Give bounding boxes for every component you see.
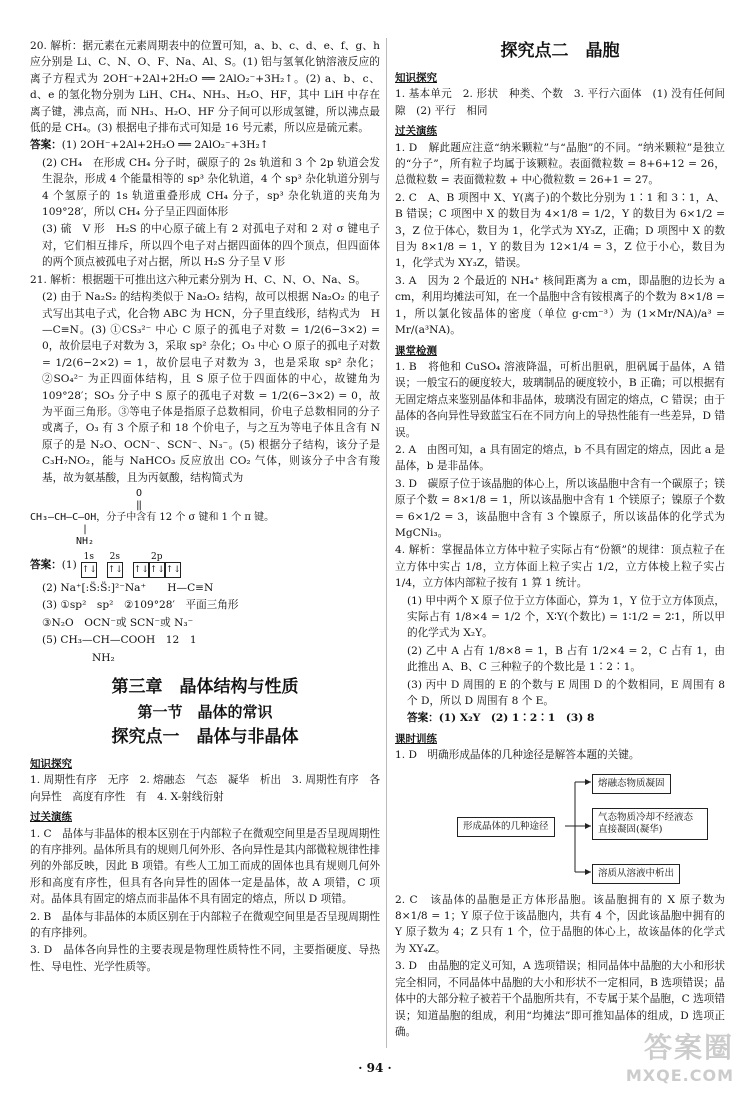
q21-answer-3: (3) ①sp² sp² ②109°28′ 平面三角形 — [42, 599, 239, 612]
knowledge-text: 1. 基本单元 2. 形状 种类、个数 3. 平行六面体 (1) 没有任何间隙 (2) 平行 相同 — [395, 88, 725, 117]
q20-answer-2: (2) CH₄ 在形成 CH₄ 分子时，碳原子的 2s 轨道和 3 个 2p 轨道会发生混杂，形成 4 个能量相等的 sp³ 杂化轨道，4 个 sp³ 杂化轨道分别与 4 个氢原子的 1s 轨道重叠形成 CH₄ 分子，sp³ 杂化轨道的夹角为 109°28′，所以 CH₄ 分子呈正四面体形 — [42, 156, 380, 219]
classroom-4b: (2) 乙中 A 占有 1/8×8 = 1，B 占有 1/2×4 = 2，C 占有 1，由此推出 A、B、C 三种粒子的个数比是 1∶2∶1。 — [407, 644, 725, 674]
alanine-structure — [30, 488, 380, 548]
q21-analysis: 21. 解析：根据题干可推出这六种元素分别为 H、C、N、O、Na、S。 — [30, 273, 366, 286]
left-column — [30, 38, 380, 976]
page-number: · 94 · — [358, 1061, 392, 1075]
orbital-2p — [133, 552, 181, 578]
classroom-2: 2. A 由图可知，a 具有固定的熔点，b 不具有固定的熔点，因此 a 是晶体，b 是非晶体。 — [395, 443, 725, 473]
struct-o: O — [136, 487, 143, 499]
classroom-4c: (3) 丙中 D 周围的 E 的个数与 E 周围 D 的个数相同，E 周围有 8 个 D，所以 D 周围有 8 个 E。 — [407, 678, 725, 708]
practice-3: 3. A 因为 2 个最近的 NH₄⁺ 核间距离为 a cm，即晶胞的边长为 a cm，利用均摊法可知，在一个晶胞中含有铵根离子的个数为 8×1/8 = 1，所以氯化铵晶体的密度（单位 g·cm⁻³）为 (1×Mr/NA)/a³ = Mr/(a³NA)。 — [395, 274, 725, 337]
q20-answer-1-text: (1) 2OH⁻+2Al+2H₂O ══ 2AlO₂⁻+3H₂↑ — [61, 139, 269, 152]
homework-3: 3. D 由晶胞的定义可知，A 选项错误；相同晶体中晶胞的大小和形状完全相同，不同晶体中晶胞的大小和形状不一定相同，B 选项错误；晶体中的大部分粒子被若干个晶胞所共有，不专属于某个晶胞，C 选项错误；知道晶胞的组成，利用“均摊法”即可推知晶体的组成，D 选项正确。 — [395, 960, 725, 1038]
answer-label: 答案： — [30, 139, 62, 152]
watermark-line2: MXQE.COM — [625, 1066, 734, 1085]
knowledge-header: 知识探究 — [395, 72, 437, 84]
q21-analysis-detail: (2) 由于 Na₂S₂ 的结构类似于 Na₂O₂ 结构，故可以根据 Na₂O₂ 的电子式写出其电子式，化合物 ABC 为 HCN，分子里直线形，结构式为 H—C≡N。(3) ①CS₃²⁻ 中心 C 原子的孤电子对数 = 1/2(6−3×2) = 0，故价层电子对数为 3，采取 sp² 杂化；O₃ 中心 O 原子的孤电子对数 = 1/2(6−2×2) = 1，故价层电子对数为 3，也是采取 sp² 杂化；②SO₄²⁻ 为正四面体结构，且 S 原子位于四面体的中心，故键角为 109°28′；SO₃ 分子中 S 原子的孤电子对数 = 1/2(6−3×2) = 0，故为平面三角形。③等电子体是指原子总数相同，价电子总数相同的分子或离子，O₃ 有 3 个原子和 18 个价电子，与之互为等电子体且含有 N 原子的是 N₂O、OCN⁻、SCN⁻、N₃⁻。(5) 根据分子结构，该分子是 C₃H₇NO₂，能与 NaHCO₃ 反应放出 CO₂ 气体，则该分子中含有羧基，故为氨基酸，且为丙氨酸，结构简式为 — [42, 291, 380, 484]
classroom-4: 4. 解析：掌握晶体立方体中粒子实际占有“份额”的规律：顶点粒子在立方体中实占 1/8，立方体面上粒子实占 1/2，立方体棱上粒子实占 1/4，立方体内部粒子按有 1 算 1 统计。 — [395, 544, 725, 590]
orbital-1s-box: ↑↓ — [81, 562, 97, 578]
orbital-1s — [81, 552, 97, 578]
homework-header: 课时训练 — [395, 732, 437, 745]
orbital-2p-label: 2p — [151, 551, 163, 562]
topic-title-2: 探究点二 晶胞 — [500, 41, 620, 61]
orbital-2s-box: ↑↓ — [107, 562, 123, 578]
knowledge-text: 1. 周期性有序 无序 2. 熔融态 气态 凝华 析出 3. 周期性有序 各向异性 高度有序性 有 4. X-射线衍射 — [30, 774, 380, 803]
watermark-logo — [626, 1026, 734, 1085]
diagram-box-melt: 熔融态物质凝固 — [592, 774, 671, 794]
classroom-test-header: 课堂检测 — [395, 344, 437, 357]
struct-double-bond: ‖ — [136, 499, 143, 511]
crystal-formation-diagram — [395, 768, 725, 888]
practice-1: 1. D 解此题应注意“纳米颗粒”与“晶胞”的不同。“纳米颗粒”是独立的“分子”，所有粒子均属于该颗粒。表面微粒数 = 8+6+12 = 26，总微粒数 = 表面微粒数 + 中心微粒数 = 26+1 = 27。 — [395, 141, 725, 187]
orbital-2s — [107, 552, 123, 578]
struct-tail: ，分子中含有 12 个 σ 键和 1 个 π 键。 — [96, 511, 275, 523]
q20-analysis: 20. 解析：据元素在元素周期表中的位置可知，a、b、c、d、e、f、g、h 应分别是 Li、C、N、O、F、Na、Al、S。(1) 铝与氢氧化钠溶液反应的离子方程式为 2OH⁻+2Al+2H₂O ══ 2AlO₂⁻+3H₂↑。(2) a、b、c、d、e 的氢化物分别为 LiH、CH₄、NH₃、H₂O、HF，其中 LiH 中存在离子键，沸点高，而 NH₃、H₂O、HF 分子间可以形成氢键，所以沸点最低的是 CH₄。(3) 根据电子排布式可知是 16 号元素，所以应是硫元素。 — [30, 40, 380, 135]
struct-nh2: NH₂ — [76, 535, 95, 547]
practice-1: 1. C 晶体与非晶体的根本区别在于内部粒子在微观空间里是否呈现周期性的有序排列。晶体所具有的规则几何外形、各向异性是其内部微粒规律性排列的外部反映，因此 B 项错。有些人工加工而成的固体也具有规则几何外形和高度有序性，但具有各向异性的固体一定是晶体，故 A 项错，C 项对。晶体具有固定的熔点而非晶体不具有固定的熔点，所以 D 项错。 — [30, 827, 380, 906]
answer-label: 答案： — [30, 558, 62, 571]
practice-3: 3. D 晶体各向异性的主要表现是物理性质特性不同，主要指硬度、导热性、导电性、光学性质等。 — [30, 944, 380, 973]
classroom-4a: (1) 甲中两个 X 原子位于立方体面心，算为 1，Y 位于立方体顶点，实际占有 1/8×4 = 1/2 个，X∶Y(个数比) = 1∶1/2 = 2∶1，所以甲的化学式为 X₂Y。 — [407, 594, 725, 640]
column-divider — [386, 38, 387, 1048]
q20-answer-1 — [30, 137, 380, 153]
struct-main: CH₃—CH—C—OH — [30, 511, 97, 523]
homework-1: 1. D 明确形成晶体的几种途径是解答本题的关键。 — [395, 749, 640, 762]
q21-answer-4: ③N₂O OCN⁻或 SCN⁻或 N₃⁻ — [42, 616, 194, 629]
orbital-1s-label: 1s — [83, 551, 94, 562]
chapter-title: 第三章 晶体结构与性质 — [111, 677, 299, 697]
q21-answer-1 — [30, 552, 380, 578]
practice-header: 过关演练 — [395, 125, 437, 138]
q20-answer-3: (3) 硫 V 形 H₂S 的中心原子硫上有 2 对孤电子对和 2 对 σ 键电子对，它们相互排斥，所以四个电子对占据四面体的四个顶点，但四面体的两个顶点被孤电子对占据，所以 H₂S 分子呈 V 形 — [42, 223, 380, 269]
topic-title-1: 探究点一 晶体与非晶体 — [111, 727, 299, 747]
watermark-line1: 答案圈 — [643, 1031, 734, 1064]
struct-bond: | — [82, 523, 89, 535]
right-column — [395, 38, 725, 1041]
diagram-box-solution: 溶质从溶液中析出 — [592, 864, 680, 884]
practice-header: 过关演练 — [30, 811, 72, 824]
practice-2: 2. B 晶体与非晶体的本质区别在于内部粒子在微观空间里是否呈现周期性的有序排列。 — [30, 910, 380, 940]
diagram-box-sublimation: 气态物质冷却不经液态直接凝固(凝华) — [592, 808, 708, 840]
orbital-2p-box: ↑↓ ↑↓ ↑↓ — [133, 562, 181, 578]
knowledge-header: 知识探究 — [30, 758, 72, 770]
q21-answer-2: (2) Na⁺[:S̈:S̈:]²⁻Na⁺ H—C≡N — [42, 581, 214, 594]
classroom-4-answer: 答案：(1) X₂Y (2) 1∶2∶1 (3) 8 — [407, 712, 595, 725]
section-title: 第一节 晶体的常识 — [137, 703, 273, 721]
answer-1-prefix: (1) — [61, 558, 77, 571]
homework-2: 2. C 该晶体的晶胞是正方体形晶胞。该晶胞拥有的 X 原子数为 8×1/8 = 1；Y 原子位于该晶胞内，共有 4 个，因此该晶胞中拥有的 Y 原子数为 4；Z 只有 1 个，位于晶胞的体心上，故该晶体的化学式为 XY₄Z。 — [395, 893, 725, 955]
q21-answer-5: (5) CH₃—CH—COOH 12 1 — [42, 634, 197, 647]
orbital-diagram — [81, 552, 181, 578]
practice-2: 2. C A、B 项图中 X、Y(离子)的个数比分别为 1∶1 和 3∶1，A、B 错误；C 项图中 X 的数目为 4×1/8 = 1/2，Y 的数目为 6×1/2 = 3，Z 位于体心，数目为 1，化学式为 XY₃Z，正确；D 项图中 X 的数目为 8×1/8 = 1，Y 的数目为 12×1/4 = 3，Z 位于小心，数目为 1，化学式为 XY₃Z，错误。 — [395, 191, 725, 270]
orbital-2s-label: 2s — [109, 551, 120, 562]
classroom-3: 3. D 碳原子位于该晶胞的体心上，所以该晶胞中含有一个碳原子；镁原子个数 = 8×1/8 = 1，所以该晶胞中含有 1 个镁原子；镍原子个数 = 6×1/2 = 3，该晶胞中含有 3 个镍原子，所以该晶体的化学式为 MgCNi₃。 — [395, 477, 725, 539]
q21-answer-5-nh2: NH₂ — [92, 651, 115, 664]
diagram-center-box: 形成晶体的几种途径 — [457, 817, 555, 837]
classroom-1: 1. B 将他和 CuSO₄ 溶液降温，可析出胆矾，胆矾属于晶体，A 错误；一般宝石的硬度较大，玻璃制品的硬度较小，B 正确；可以根据有无固定熔点来鉴别晶体和非晶体，玻璃没有固定的熔点，C 错误；由于晶体的各向异性导致蓝宝石在不同方向上的导热性能有一些差异，D 错误。 — [395, 360, 725, 439]
